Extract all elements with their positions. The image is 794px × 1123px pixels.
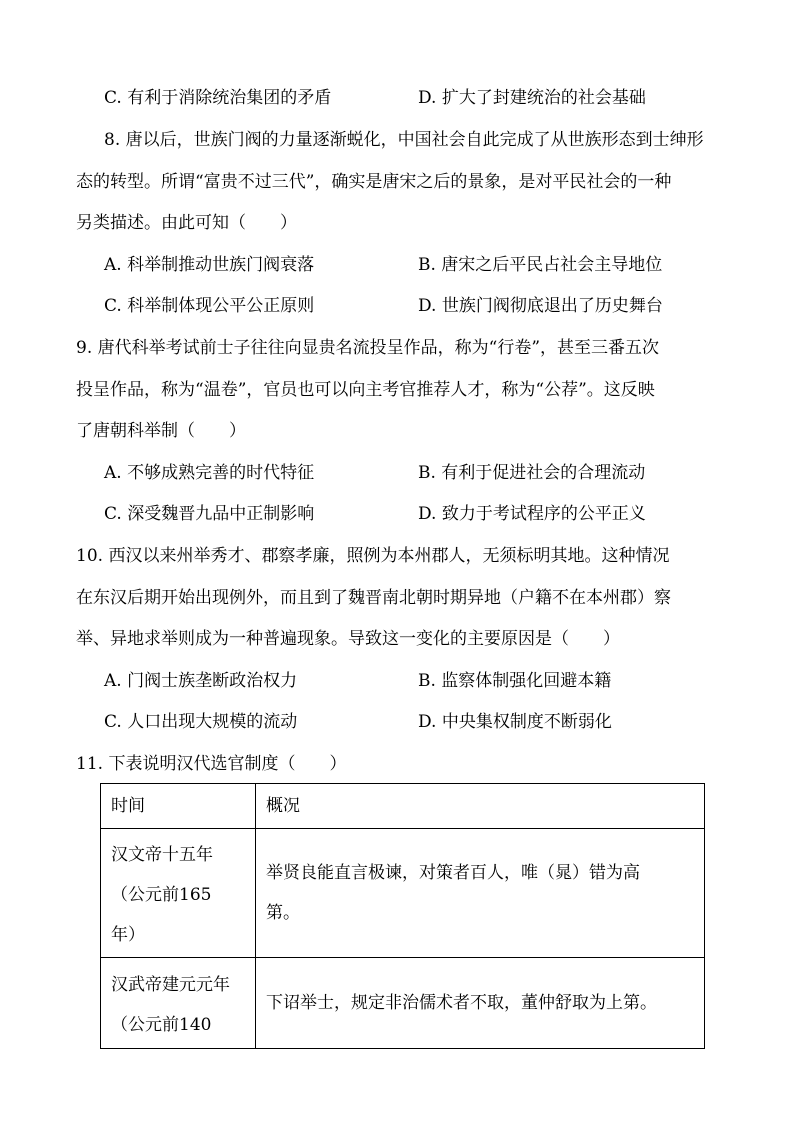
- q10-stem-line-2: 在东汉后期开始出现例外，而且到了魏晋南北朝时期异地（户籍不在本州郡）察: [76, 588, 671, 608]
- q8-option-b: B. 唐宋之后平民占社会主导地位: [418, 255, 663, 275]
- q8-option-a: A. 科举制推动世族门阀衰落: [104, 255, 315, 275]
- overview-cell: [256, 958, 705, 1049]
- time-cell: [101, 829, 256, 958]
- q10-option-b: B. 监察体制强化回避本籍: [418, 671, 612, 691]
- q7-option-d: D. 扩大了封建统治的社会基础: [418, 88, 646, 108]
- header-overview: 概况: [256, 784, 705, 829]
- q9-option-a: A. 不够成熟完善的时代特征: [104, 463, 315, 483]
- q9-stem-line-2: 投呈作品，称为“温卷”，官员也可以向主考官推荐人才，称为“公荐”。这反映: [76, 380, 655, 400]
- time-line: 汉文帝十五年: [111, 845, 213, 865]
- table-header-row: [101, 784, 705, 829]
- overview-cell: [256, 829, 705, 958]
- header-time: 时间: [101, 784, 256, 829]
- q9-stem-line-1: 9. 唐代科举考试前士子往往向显贵名流投呈作品，称为“行卷”，甚至三番五次: [76, 338, 660, 358]
- q7-option-c: C. 有利于消除统治集团的矛盾: [104, 88, 332, 108]
- q10-option-a: A. 门阀士族垄断政治权力: [104, 671, 298, 691]
- overview-line: 下诏举士，规定非治儒术者不取，董仲舒取为上第。: [266, 993, 657, 1013]
- q8-stem-line-1: 8. 唐以后，世族门阀的力量逐渐蜕化，中国社会自此完成了从世族形态到士绅形: [104, 130, 704, 150]
- q10-stem-line-1: 10. 西汉以来州举秀才、郡察孝廉，照例为本州郡人，无须标明其地。这种情况: [76, 546, 670, 566]
- overview-line: 举贤良能直言极谏，对策者百人，唯（晁）错为高: [266, 863, 640, 883]
- q10-stem-line-3: 举、异地求举则成为一种普遍现象。导致这一变化的主要原因是（ ）: [76, 629, 620, 649]
- q11-stem: 11. 下表说明汉代选官制度（ ）: [76, 754, 347, 774]
- q8-stem-line-2: 态的转型。所谓“富贵不过三代”，确实是唐宋之后的景象，是对平民社会的一种: [76, 172, 672, 192]
- q10-option-d: D. 中央集权制度不断弱化: [418, 712, 612, 732]
- q10-option-c: C. 人口出现大规模的流动: [104, 712, 298, 732]
- q8-option-c: C. 科举制体现公平公正原则: [104, 296, 315, 316]
- q8-stem-line-3: 另类描述。由此可知（ ）: [76, 213, 297, 233]
- time-line: 汉武帝建元元年: [111, 975, 230, 995]
- time-line: 年）: [111, 925, 145, 945]
- table-row: [101, 958, 705, 1049]
- time-line: （公元前165: [111, 885, 212, 905]
- time-cell: [101, 958, 256, 1049]
- selection-system-table: [100, 783, 705, 1049]
- q9-option-c: C. 深受魏晋九品中正制影响: [104, 504, 315, 524]
- overview-line: 第。: [266, 903, 300, 923]
- q8-option-d: D. 世族门阀彻底退出了历史舞台: [418, 296, 663, 316]
- q9-option-b: B. 有利于促进社会的合理流动: [418, 463, 646, 483]
- q9-option-d: D. 致力于考试程序的公平正义: [418, 504, 646, 524]
- table-row: [101, 829, 705, 958]
- q9-stem-line-3: 了唐朝科举制（ ）: [76, 421, 246, 441]
- time-line: （公元前140: [111, 1015, 212, 1035]
